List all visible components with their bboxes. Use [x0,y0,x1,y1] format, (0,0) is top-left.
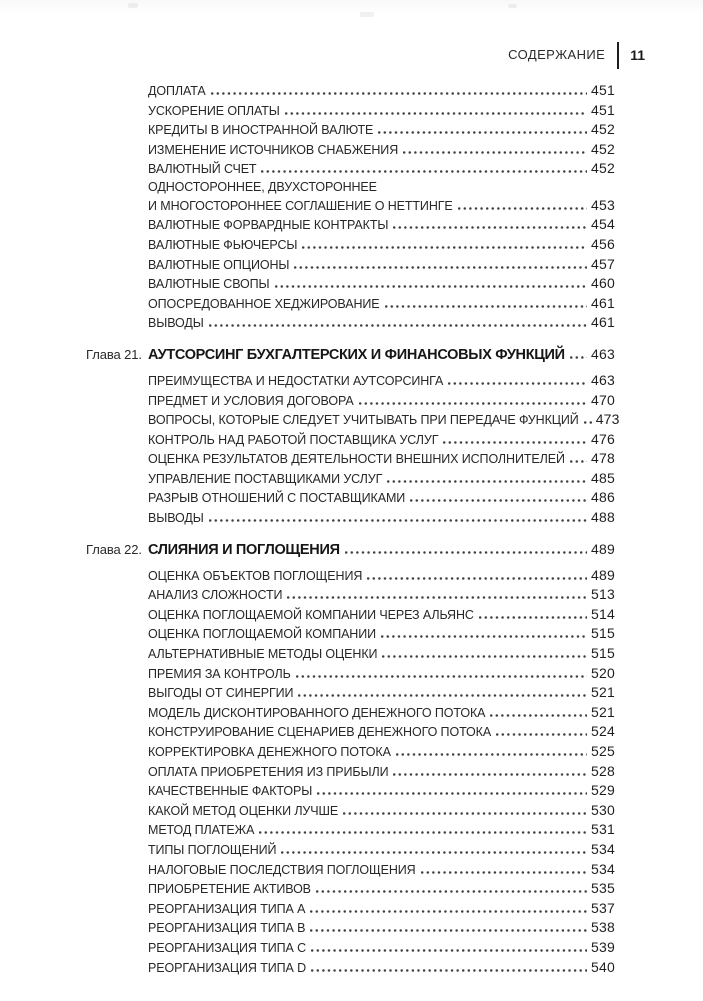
dot-leader [302,246,587,249]
entry-page-number: 515 [591,645,615,662]
chapter-page-number: 489 [591,540,615,557]
toc-entry [148,314,615,334]
toc-entry [148,802,615,822]
entry-page-number: 521 [591,684,615,701]
entry-label: МОДЕЛЬ ДИСКОНТИРОВАННОГО ДЕНЕЖНОГО ПОТОКА [148,705,486,720]
entry-label: УПРАВЛЕНИЕ ПОСТАВЩИКАМИ УСЛУГ [148,471,383,486]
entry-label: ОЦЕНКА ПОГЛОЩАЕМОЙ КОМПАНИИ [148,627,377,642]
toc-entry-wrapped-line1 [148,180,615,197]
entry-page-number: 456 [591,235,615,252]
toc-entry [148,821,615,841]
entry-page-number: 534 [591,840,615,857]
dot-leader [310,910,587,913]
entry-label: ВЫВОДЫ [148,316,204,331]
entry-label: ОПОСРЕДОВАННОЕ ХЕДЖИРОВАНИЕ [148,296,380,311]
dot-leader [259,831,587,834]
toc-entry [148,509,615,529]
entry-page-number: 461 [591,294,615,311]
entry-page-number: 461 [591,314,615,331]
entry-label: АЛЬТЕРНАТИВНЫЕ МЕТОДЫ ОЦЕНКИ [148,647,378,662]
entry-label: ТИПЫ ПОГЛОЩЕНИЙ [148,842,277,857]
dot-leader [410,499,587,502]
entry-label: РЕОРГАНИЗАЦИЯ ТИПА С [148,940,307,955]
header-page-number: 11 [630,46,645,63]
entry-page-number: 473 [595,411,620,428]
dot-leader [387,480,587,483]
dot-leader [584,421,592,424]
toc-entry [148,197,615,217]
toc-entry [148,141,615,161]
toc-entry [148,489,615,509]
entry-label: ДОПЛАТА [148,84,206,98]
toc-entry [148,567,615,587]
entry-page-number: 486 [591,489,615,506]
toc-entry [148,606,615,626]
toc-entry [148,431,615,451]
entry-page-number: 489 [591,566,615,583]
toc-entry [148,102,615,122]
entry-page-number: 485 [591,469,615,486]
dot-leader [403,151,587,154]
toc-entry [148,919,615,939]
entry-page-number: 529 [591,782,615,799]
entry-label: КОНСТРУИРОВАНИЕ СЦЕНАРИЕВ ДЕНЕЖНОГО ПОТОКА [148,725,492,740]
entry-page-number: 451 [591,82,615,98]
toc-entry [148,665,615,685]
dot-leader [287,596,587,599]
entry-page-number: 520 [591,664,615,681]
chapter-title: СЛИЯНИЯ И ПОГЛОЩЕНИЯ [148,541,340,558]
toc-entry [148,160,615,180]
entry-page-number: 537 [591,899,615,916]
toc-entry [148,743,615,763]
entry-label: ВАЛЮТНЫЕ ФЬЮЧЕРСЫ [148,237,298,252]
entry-label: ПРЕДМЕТ И УСЛОВИЯ ДОГОВОРА [148,393,354,408]
dot-leader [393,773,587,776]
chapter-page-number: 463 [591,345,615,362]
entry-label: ОДНОСТОРОННЕЕ, ДВУХСТОРОННЕЕ [148,179,377,194]
toc-entry [148,841,615,861]
chapter-prefix: Глава 21. [86,346,142,362]
entry-page-number: 528 [591,762,615,779]
toc-entry [148,82,615,102]
dot-leader [421,871,587,874]
header-divider [617,42,619,69]
toc-entry [148,939,615,959]
entry-page-number: 478 [591,450,615,467]
entry-label: АНАЛИЗ СЛОЖНОСТИ [148,588,283,603]
entry-page-number: 530 [591,801,615,818]
entry-label: ВЫВОДЫ [148,511,204,526]
entry-page-number: 531 [591,821,615,838]
entry-page-number: 521 [591,703,615,720]
entry-label: УСКОРЕНИЕ ОПЛАТЫ [148,103,280,118]
entry-page-number: 454 [591,216,615,233]
dot-leader [496,733,587,736]
entry-page-number: 452 [591,140,615,157]
dot-leader [570,356,587,359]
entry-label: ПРИОБРЕТЕНИЕ АКТИВОВ [148,882,311,897]
entry-page-number: 524 [591,723,615,740]
dot-leader [275,285,588,288]
dot-leader [367,577,587,580]
dot-leader [311,949,587,952]
scan-artifact [360,12,374,17]
dot-leader [378,131,587,134]
toc-entry [148,216,615,236]
toc-list [86,82,620,978]
dot-leader [316,890,587,893]
entry-label: ВАЛЮТНЫЕ СВОПЫ [148,277,270,292]
entry-page-number: 453 [591,196,615,213]
dot-leader [261,170,587,173]
toc-entry [148,372,615,392]
toc-entry [148,959,615,979]
dot-leader [317,792,587,795]
toc-entry [148,236,615,256]
chapter-prefix: Глава 22. [86,541,142,557]
entry-page-number: 540 [591,958,615,975]
toc-entry [148,782,615,802]
entry-page-number: 452 [591,121,615,138]
entry-label: КРЕДИТЫ В ИНОСТРАННОЙ ВАЛЮТЕ [148,123,374,138]
entry-label: КАКОЙ МЕТОД ОЦЕНКИ ЛУЧШЕ [148,803,339,818]
scan-artifact [508,4,517,8]
chapter-title: АУТСОРСИНГ БУХГАЛТЕРСКИХ И ФИНАНСОВЫХ ФУНКЦИЙ [148,346,565,363]
scan-noise-band [0,0,703,22]
entry-label: ВАЛЮТНЫЕ ОПЦИОНЫ [148,257,290,272]
toc-entry [148,880,615,900]
entry-label: КОРРЕКТИРОВКА ДЕНЕЖНОГО ПОТОКА [148,745,391,760]
header-section-title: СОДЕРЖАНИЕ [508,46,606,62]
dot-leader [570,460,587,463]
toc-entry [148,256,615,276]
entry-label: ВОПРОСЫ, КОТОРЫЕ СЛЕДУЕТ УЧИТЫВАТЬ ПРИ ПЕРЕДАЧЕ ФУНКЦИЙ [148,413,579,428]
toc-chapter-heading [86,346,615,372]
entry-label: ОПЛАТА ПРИОБРЕТЕНИЯ ИЗ ПРИБЫЛИ [148,764,389,779]
toc-entry [148,625,615,645]
toc-entry [148,411,620,431]
entry-label: РАЗРЫВ ОТНОШЕНИЙ С ПОСТАВЩИКАМИ [148,491,406,506]
toc-chapter-heading [86,541,615,567]
entry-page-number: 535 [591,880,615,897]
toc-entry [148,861,615,881]
toc-entry [148,900,615,920]
entry-page-number: 525 [591,743,615,760]
entry-label: КАЧЕСТВЕННЫЕ ФАКТОРЫ [148,784,313,799]
entry-label: И МНОГОСТОРОННЕЕ СОГЛАШЕНИЕ О НЕТТИНГЕ [148,198,453,213]
entry-page-number: 457 [591,255,615,272]
dot-leader [490,714,587,717]
scan-artifact [128,3,138,8]
entry-page-number: 538 [591,919,615,936]
dot-leader [448,382,587,385]
entry-label: РЕОРГАНИЗАЦИЯ ТИПА А [148,901,306,916]
dot-leader [396,753,587,756]
dot-leader [311,969,587,972]
entry-label: ПРЕМИЯ ЗА КОНТРОЛЬ [148,666,291,681]
entry-page-number: 452 [591,160,615,177]
dot-leader [310,929,587,932]
entry-label: ПРЕИМУЩЕСТВА И НЕДОСТАТКИ АУТСОРСИНГА [148,373,444,388]
dot-leader [296,675,587,678]
toc-entry [148,392,615,412]
toc-entry [148,645,615,665]
dot-leader [479,616,587,619]
entry-label: ВАЛЮТНЫЙ СЧЕТ [148,162,257,177]
dot-leader [294,266,587,269]
dot-leader [298,694,587,697]
entry-page-number: 460 [591,275,615,292]
dot-leader [209,324,587,327]
dot-leader [285,112,587,115]
entry-page-number: 476 [591,430,615,447]
dot-leader [458,207,587,210]
dot-leader [281,851,587,854]
dot-leader [382,655,587,658]
toc-entry [148,450,615,470]
toc-entry [148,704,615,724]
entry-label: ИЗМЕНЕНИЕ ИСТОЧНИКОВ СНАБЖЕНИЯ [148,142,399,157]
entry-page-number: 514 [591,605,615,622]
dot-leader [343,812,587,815]
toc-entry [148,586,615,606]
toc-entry [148,684,615,704]
toc-entry [148,121,615,141]
entry-page-number: 488 [591,509,615,526]
entry-label: ОЦЕНКА РЕЗУЛЬТАТОВ ДЕЯТЕЛЬНОСТИ ВНЕШНИХ ИСПОЛНИТЕЛЕЙ [148,452,565,467]
entry-label: МЕТОД ПЛАТЕЖА [148,823,255,838]
toc-entry [148,275,615,295]
dot-leader [443,441,587,444]
entry-page-number: 451 [591,101,615,118]
dot-leader [381,635,587,638]
entry-label: РЕОРГАНИЗАЦИЯ ТИПА D [148,960,307,975]
entry-label: НАЛОГОВЫЕ ПОСЛЕДСТВИЯ ПОГЛОЩЕНИЯ [148,862,416,877]
entry-page-number: 534 [591,860,615,877]
entry-page-number: 463 [591,371,615,388]
entry-page-number: 515 [591,625,615,642]
dot-leader [393,226,587,229]
entry-page-number: 539 [591,938,615,955]
entry-label: КОНТРОЛЬ НАД РАБОТОЙ ПОСТАВЩИКА УСЛУГ [148,432,439,447]
dot-leader [209,519,587,522]
entry-label: РЕОРГАНИЗАЦИЯ ТИПА В [148,921,306,936]
entry-label: ВАЛЮТНЫЕ ФОРВАРДНЫЕ КОНТРАКТЫ [148,218,389,233]
dot-leader [359,402,587,405]
toc-entry [148,470,615,490]
toc-entry [148,295,615,315]
entry-page-number: 470 [591,391,615,408]
toc-entry [148,763,615,783]
entry-label: ОЦЕНКА ПОГЛОЩАЕМОЙ КОМПАНИИ ЧЕРЕЗ АЛЬЯНС [148,607,474,622]
entry-page-number: 513 [591,586,615,603]
dot-leader [385,305,588,308]
entry-label: ВЫГОДЫ ОТ СИНЕРГИИ [148,686,294,701]
dot-leader [345,551,587,554]
entry-label: ОЦЕНКА ОБЪЕКТОВ ПОГЛОЩЕНИЯ [148,568,363,583]
toc-entry [148,723,615,743]
dot-leader [211,92,587,95]
